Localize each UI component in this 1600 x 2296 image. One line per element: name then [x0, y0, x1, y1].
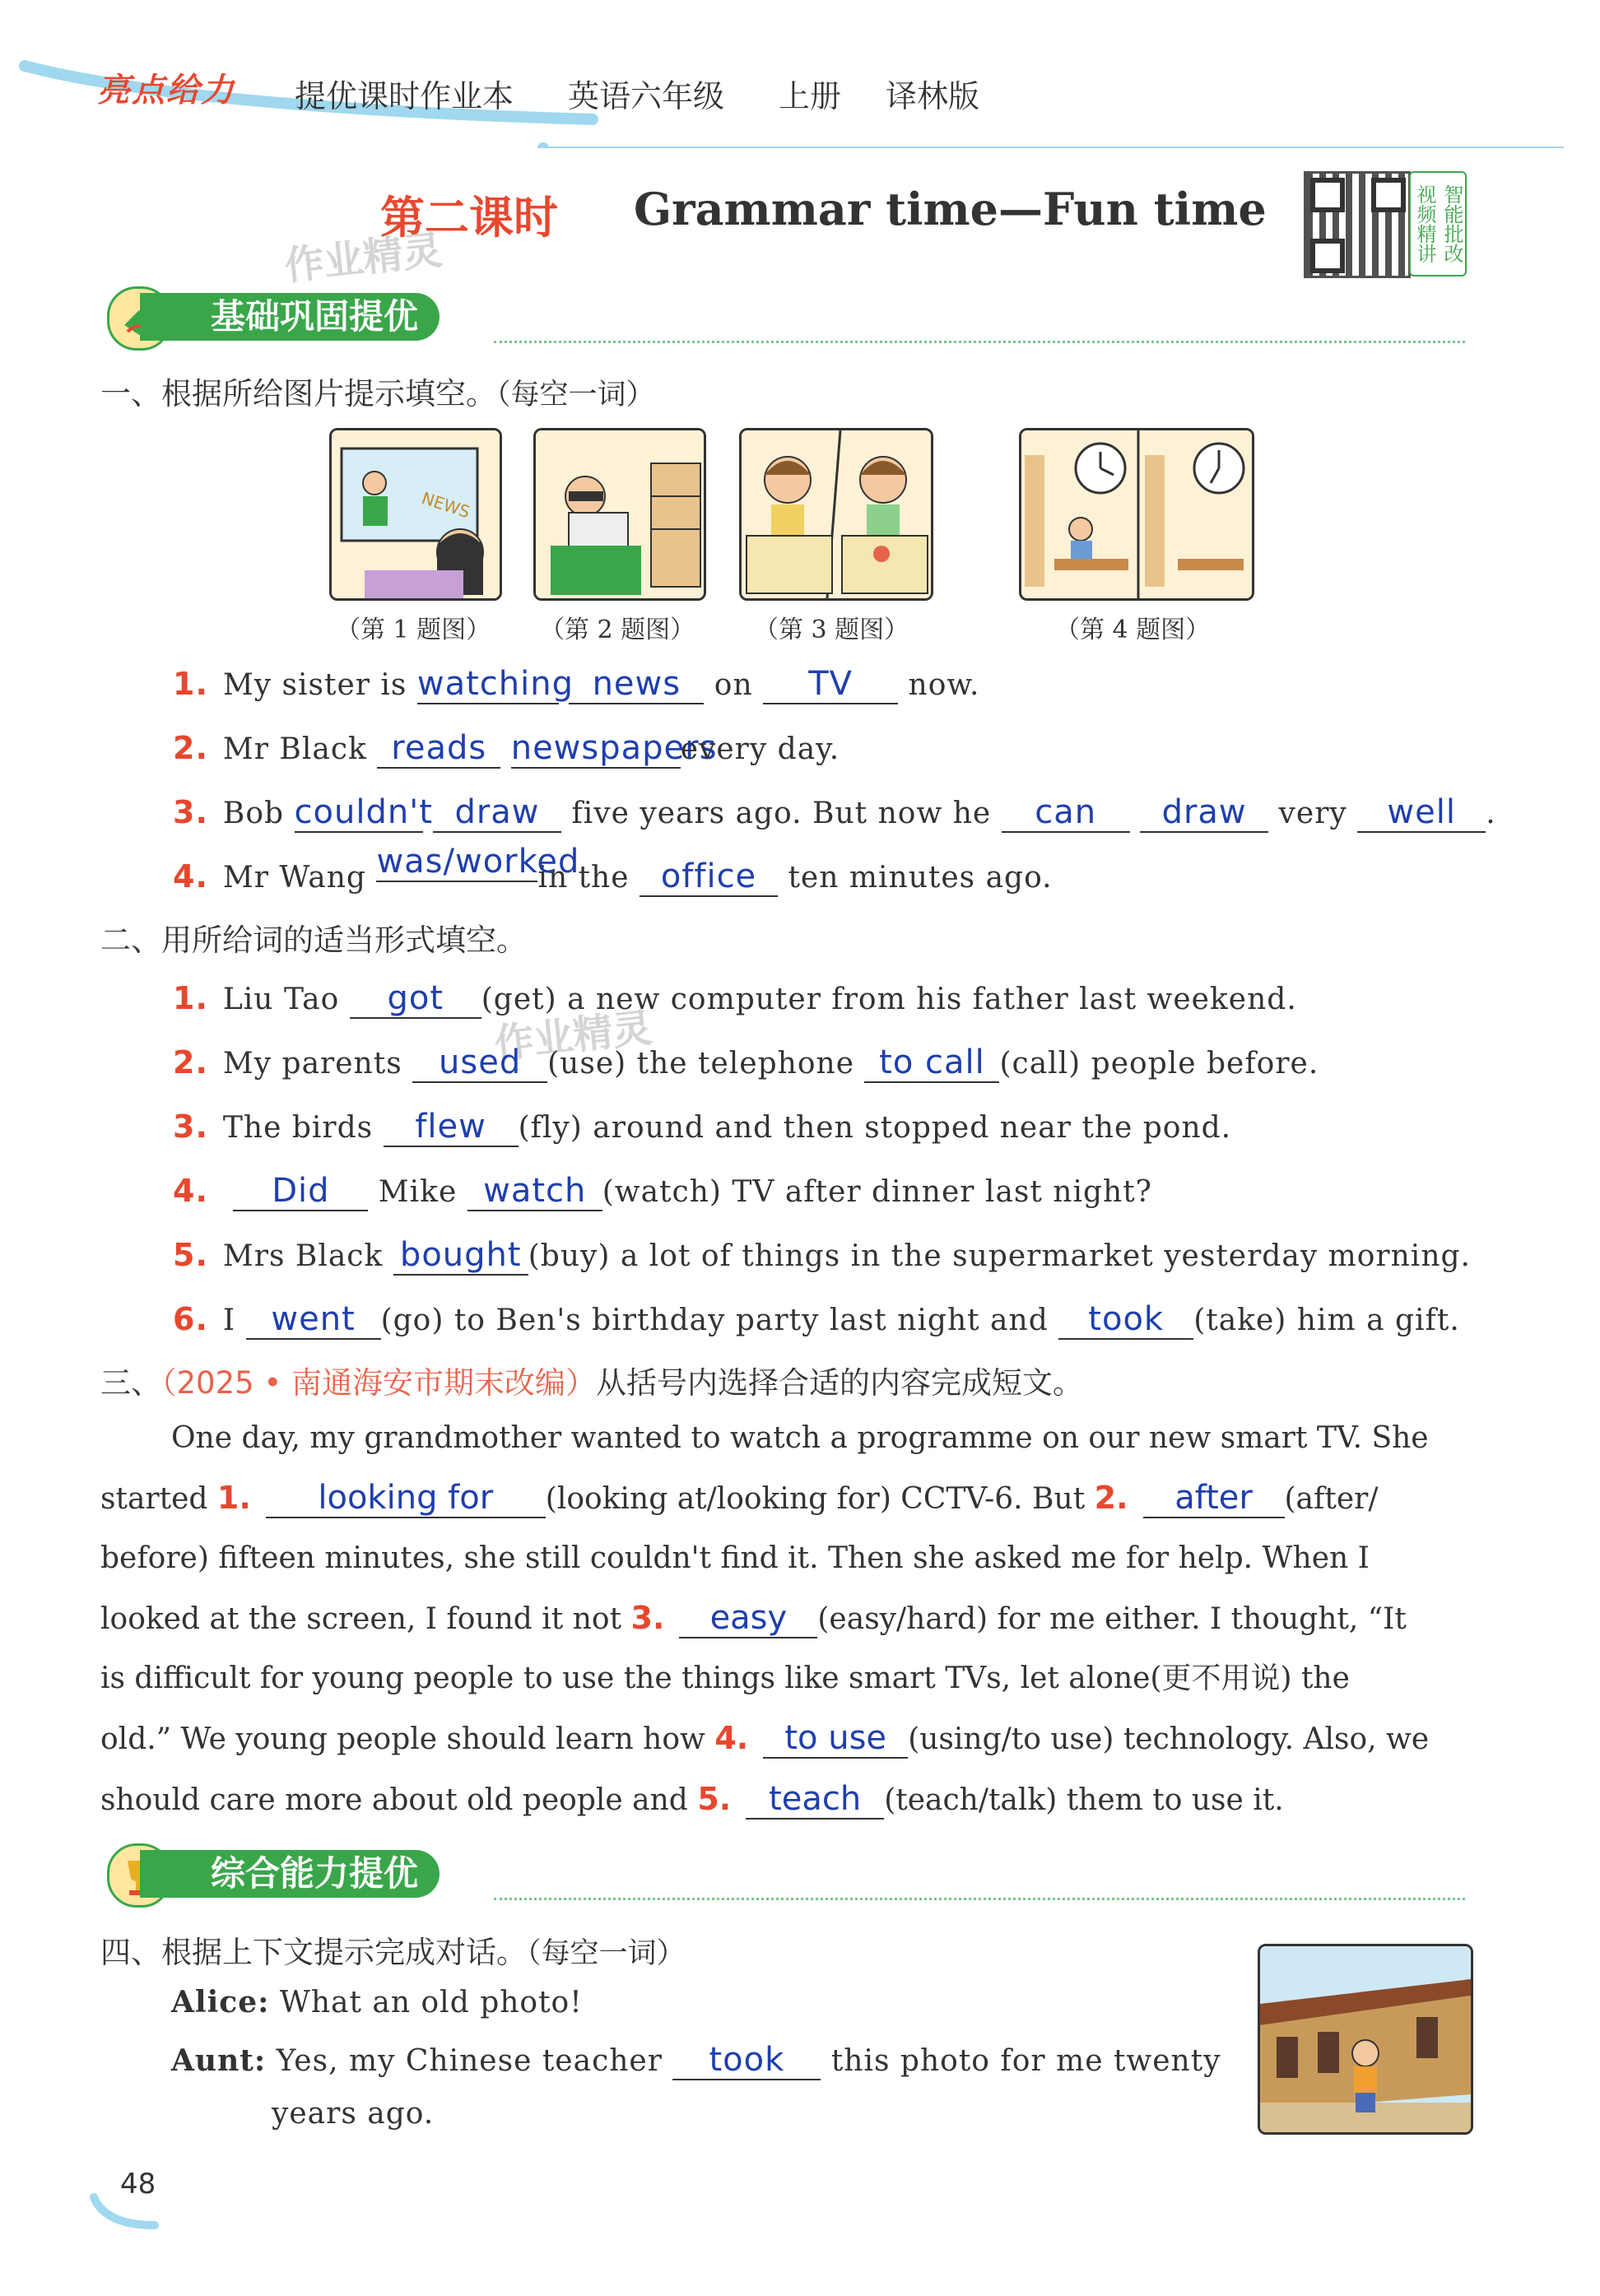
divider [494, 341, 1465, 343]
dialogue-alice: Alice: What an old photo! [171, 1985, 583, 2019]
q1-item-2: 2. Mr Black reads newspapersevery day. [173, 729, 840, 767]
lesson-number: 第二课时 [380, 191, 558, 244]
answer-blank: Did [233, 1172, 368, 1211]
caption-2: （第 2 题图） [540, 616, 695, 644]
subject-grade: 英语六年级 [568, 78, 725, 114]
picture-4 [1019, 428, 1254, 601]
answer-blank: office [640, 858, 778, 897]
caption-1: （第 1 题图） [336, 616, 491, 644]
answer-blank: easy [679, 1599, 817, 1638]
answer-blank: went [246, 1300, 381, 1340]
q2-item-1: 1. Liu Tao got (get) a new computer from his father last weekend. [173, 979, 1297, 1017]
picture-2 [533, 428, 706, 601]
q4-heading: 四、根据上下文提示完成对话。（每空一词） [100, 1935, 686, 1970]
answer-blank: was/worked [376, 843, 580, 881]
picture-3 [739, 428, 933, 601]
section-basic: 基础巩固提优 [140, 293, 440, 341]
series-name: 提优课时作业本 [295, 78, 514, 114]
volume: 上册 [779, 78, 842, 114]
q1-heading: 一、根据所给图片提示填空。（每空一词） [100, 376, 655, 411]
divider [494, 1898, 1465, 1900]
q3-passage: One day, my grandmother wanted to watch a programme on our new smart TV. She started 1. looking for (looking at/looking for) CCTV-6. But 2. after (after/ before) fifteen minutes, she still couldn't find it. Then she asked me for help. When I looked at the screen, I found it not 3. easy (easy/hard) for me either. I thought, “It is difficult for young people to use the things like smart TVs, let alone(更不用说) the old.” We young people should learn how 4. to use (using/to use) technology. Also, we should care more about old people and 5. teach (teach/talk) them to use it. [100, 1421, 1430, 1818]
edition: 译林版 [886, 78, 980, 114]
dialogue-aunt: Aunt: Yes, my Chinese teacher took this photo for me twenty [171, 2041, 1221, 2079]
answer-blank: news [569, 665, 704, 704]
answer-blank: couldn't [294, 793, 433, 831]
q2-item-5: 5. Mrs Black bought (buy) a lot of things in the supermarket yesterday morning. [173, 1236, 1471, 1274]
answer-blank: TV [763, 665, 898, 704]
answer-blank: teach [746, 1780, 884, 1820]
lesson-title: Grammar time—Fun time [634, 183, 1267, 235]
answer-blank: bought [393, 1236, 528, 1276]
answer-blank: watching [416, 665, 574, 703]
answer-blank: looking for [266, 1479, 546, 1518]
watermark: 作业精灵 [282, 227, 444, 290]
answer-blank: to use [763, 1719, 908, 1759]
old-photo-picture [1258, 1944, 1473, 2135]
qr-caption: 视频精讲 智能批改 [1409, 171, 1467, 277]
q1-item-1: 1. My sister is watching news on TV now. [173, 665, 980, 703]
q2-item-3: 3. The birds flew (fly) around and then stopped near the pond. [173, 1108, 1232, 1146]
dialogue-aunt-cont: years ago. [272, 2097, 435, 2131]
picture-1 [329, 428, 502, 601]
answer-blank: newspapers [510, 729, 718, 767]
caption-3: （第 3 题图） [754, 616, 909, 644]
caption-4: （第 4 题图） [1055, 616, 1211, 644]
answer-blank: used [412, 1043, 547, 1083]
answer-blank: took [672, 2041, 821, 2080]
q3-heading: 三、（2025 • 南通海安市期末改编）从括号内选择合适的内容完成短文。 [100, 1365, 1084, 1401]
svg-text:NEWS: NEWS [419, 487, 473, 523]
section-advanced: 综合能力提优 [140, 1850, 440, 1898]
watermark: 作业精灵 [492, 1005, 654, 1067]
answer-blank: can [1002, 793, 1130, 833]
answer-blank: draw [1140, 793, 1268, 833]
answer-blank: to call [864, 1043, 999, 1083]
answer-blank: draw [433, 793, 561, 833]
q2-item-2: 2. My parents used (use) the telephone to call (call) people before. [173, 1043, 1319, 1081]
answer-blank: got [350, 979, 481, 1019]
answer-blank: took [1058, 1300, 1193, 1340]
answer-blank: after [1143, 1479, 1285, 1518]
q2-item-6: 6. I went (go) to Ben's birthday party last night and took (take) him a gift. [173, 1300, 1460, 1338]
q1-item-3: 3. Bob couldn't draw five years ago. But now he can draw very well . [173, 793, 1496, 831]
answer-blank: reads [377, 729, 500, 769]
q1-item-4: 4. Mr Wang was/workedin the office ten minutes ago. [173, 843, 1053, 895]
page-number: 48 [120, 2168, 156, 2201]
brand-logo: 亮点给力 [97, 72, 235, 109]
answer-blank: well [1357, 793, 1486, 833]
answer-blank: flew [384, 1108, 519, 1147]
q2-heading: 二、用所给词的适当形式填空。 [100, 923, 527, 958]
q2-item-4: 4. Did Mike watch (watch) TV after dinner last night? [173, 1172, 1152, 1210]
answer-blank: watch [467, 1172, 602, 1211]
